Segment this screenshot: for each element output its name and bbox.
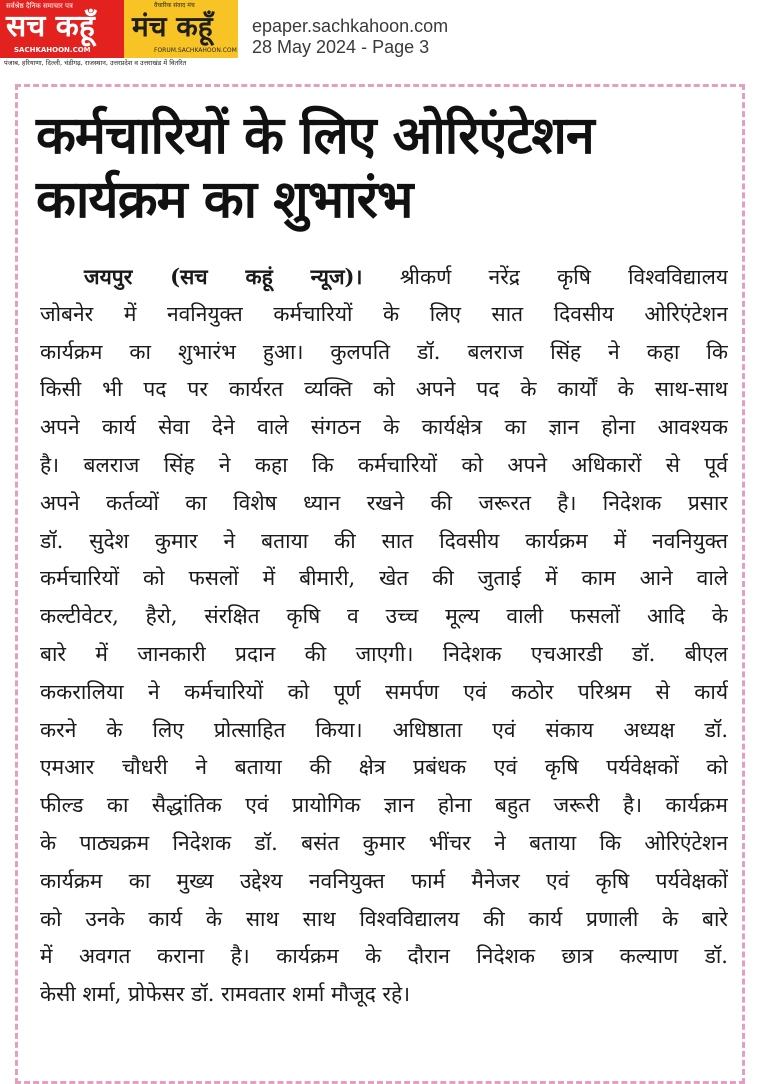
manchkahoon-site: FORUM.SACHKAHOON.COM (154, 47, 237, 54)
body-line: अपने कर्तव्यों का विशेष ध्यान रखने की जरूरत है। निदेशक प्रसार (40, 490, 728, 515)
body-line: डॉ. सुदेश कुमार ने बताया की सात दिवसीय कार्यक्रम में नवनियुक्त (40, 528, 728, 553)
body-line: केसी शर्मा, प्रोफेसर डॉ. रामवतार शर्मा मौजूद रहे। (40, 982, 411, 1007)
manchkahoon-wordmark: मंच कहूँ (132, 10, 213, 43)
body-line: अपने कार्य सेवा देने वाले संगठन के कार्यक्षेत्र का ज्ञान होना आवश्यक (40, 415, 728, 440)
article-dateline: जयपुर (सच कहूं न्यूज)। (84, 264, 363, 289)
body-line: को उनके कार्य के साथ साथ विश्वविद्यालय की कार्य प्रणाली के बारे (40, 906, 728, 931)
article-headline (36, 104, 736, 232)
body-line: किसी भी पद पर कार्यरत व्यक्ति को अपने पद के कार्यों के साथ-साथ (40, 377, 728, 402)
sachkahoon-logo[interactable] (0, 0, 124, 58)
manchkahoon-tagline: वैचारिक संवाद मंच (154, 2, 195, 9)
body-line (40, 258, 728, 296)
body-line: के पाठ्यक्रम निदेशक डॉ. बसंत कुमार भींचर ने बताया कि ओरिएंटेशन (40, 830, 728, 855)
body-line: बारे में जानकारी प्रदान की जाएगी। निदेशक एचआरडी डॉ. बीएल (40, 641, 728, 666)
epaper-site-link[interactable]: epaper.sachkahoon.com (252, 16, 449, 36)
body-line: में अवगत कराना है। कार्यक्रम के दौरान निदेशक छात्र कल्याण डॉ. (40, 944, 728, 969)
sachkahoon-tagline: सर्वश्रेष्ठ दैनिक समाचार पत्र (6, 2, 73, 10)
headline-line-1: कर्मचारियों के लिए ओरिएंटेशन (36, 106, 594, 166)
body-line: कार्यक्रम का मुख्य उद्देश्य नवनियुक्त फार्म मैनेजर एवं कृषि पर्यवेक्षकों (40, 868, 728, 893)
edition-date-page: 28 May 2024 - Page 3 (252, 37, 430, 57)
body-line: जोबनेर में नवनियुक्त कर्मचारियों के लिए सात दिवसीय ओरिएंटेशन (40, 301, 728, 326)
body-line: फील्ड का सैद्धांतिक एवं प्रायोगिक ज्ञान होना बहुत जरूरी है। कार्यक्रम (40, 793, 728, 818)
masthead-header (0, 0, 768, 72)
headline-line-2: कार्यक्रम का शुभारंभ (36, 170, 413, 230)
body-line: कार्यक्रम का शुभारंभ हुआ। कुलपति डॉ. बलराज सिंह ने कहा कि (40, 339, 728, 364)
body-line: एमआर चौधरी ने बताया की क्षेत्र प्रबंधक एवं कृषि पर्यवेक्षकों को (40, 755, 728, 780)
epaper-source (252, 16, 448, 58)
body-line: ककरालिया ने कर्मचारियों को पूर्ण समर्पण एवं कठोर परिश्रम से कार्य (40, 679, 728, 704)
body-line: कल्टीवेटर, हैरो, संरक्षित कृषि व उच्च मूल्य वाली फसलों आदि के (40, 604, 728, 629)
distribution-states: पंजाब, हरियाणा, दिल्ली, चंडीगढ़, राजस्थान, उत्तरप्रदेश व उत्तराखंड में वितरित (4, 59, 187, 67)
body-line: है। बलराज सिंह ने कहा कि कर्मचारियों को अपने अधिकारों से पूर्व (40, 452, 728, 477)
masthead-logos (0, 0, 238, 72)
body-line: करने के लिए प्रोत्साहित किया। अधिष्ठाता एवं संकाय अध्यक्ष डॉ. (40, 717, 728, 742)
body-line: कर्मचारियों को फसलों में बीमारी, खेत की जुताई में काम आने वाले (40, 566, 728, 591)
sachkahoon-site: SACHKAHOON.COM (14, 46, 91, 54)
article-body (40, 258, 728, 1014)
body-line-text: श्रीकर्ण नरेंद्र कृषि विश्वविद्यालय (362, 265, 728, 289)
manchkahoon-logo[interactable] (124, 0, 238, 58)
sachkahoon-wordmark: सच कहूँ (6, 9, 95, 44)
